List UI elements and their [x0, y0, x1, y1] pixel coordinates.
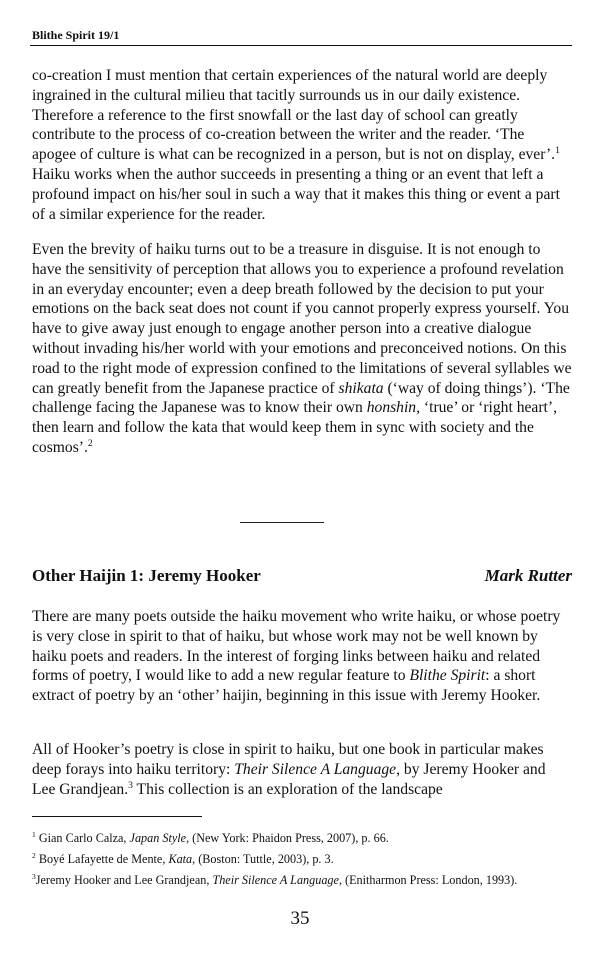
term-honshin: honshin,	[366, 399, 421, 417]
footnote-text: Boyé Lafayette de Mente,	[38, 852, 169, 866]
footnote-2	[32, 851, 572, 867]
footnote-number: 2	[32, 850, 36, 860]
footnote-1	[32, 830, 572, 846]
footnote-number: 1	[32, 829, 36, 839]
footnote-rule	[32, 816, 202, 817]
footnote-text: Gian Carlo Calza,	[38, 831, 130, 845]
para-text: Even the brevity of haiku turns out to be a treasure in disguise. It is not enough to have the sensitivity of perception that allows you to experience a profound revelation in an everyday encounter; even a deep breath followed by the decision to put your emotions on the back seat does not count if you cannot properly express yourself. You have to give away just enough to engage another person into a creative dialogue without invading his/her world with your emotions and preconceived notions. On this road to the right mode of expression confined to the limitations of several syllables we can greatly benefit from the Japanese practice of	[32, 241, 572, 397]
para-text: (‘way of doing things’). ‘The challenge facing the Japanese was to know their own	[32, 379, 570, 417]
footnote-title: Japan Style	[129, 831, 187, 845]
page-number: 35	[290, 908, 310, 929]
para-text: This collection is an exploration of the landscape	[132, 780, 443, 798]
book-title: Their Silence A Language	[234, 760, 397, 778]
para-text: There are many poets outside the haiku movement who write haiku, or whose poetry is very close in spirit to that of haiku, but whose work may not be well known by haiku poets and readers. In the interest of forging links between haiku and related forms of poetry, I would like to add a new regular feature to	[32, 608, 561, 685]
footnote-text: , (New York: Phaidon Press, 2007), p. 66.	[186, 831, 389, 845]
article-author: Mark Rutter	[484, 566, 572, 585]
footnote-text: Jeremy Hooker and Lee Grandjean,	[35, 873, 213, 887]
paragraph-other-poets	[32, 607, 572, 706]
paragraph-co-creation	[32, 66, 572, 224]
journal-title: Blithe Spirit	[409, 667, 486, 685]
footnote-text: , (Enitharmon Press: London, 1993).	[338, 873, 518, 887]
footnote-number: 3	[32, 871, 36, 881]
footnote-ref-2[interactable]: 2	[87, 437, 93, 449]
footnote-title: Kata	[168, 852, 193, 866]
term-shikata: shikata	[338, 379, 384, 397]
section-heading	[32, 566, 572, 586]
para-text: Haiku works when the author succeeds in presenting a thing or an event that left a profound impact on his/her soul in such a way that it makes this thing or event a part of a similar experience for the reader.	[32, 165, 560, 223]
header-rule	[30, 45, 572, 46]
article-title: Other Haijin 1: Jeremy Hooker	[32, 566, 261, 585]
para-text: co-creation I must mention that certain experiences of the natural world are deeply ingrained in the cultural milieu that tacitly surrounds us in our daily existence. Therefore a reference to the first snowfall or the last day of school can greatly contribute to the process of co-creation between the writer and the reader. ‘The apogee of culture is what can be recognized in a person, but is not on display, ever’.	[32, 67, 556, 164]
footnote-ref-1[interactable]: 1	[555, 145, 560, 156]
para-text: ‘true’ or ‘right heart’, then learn and follow the kata that would keep them in sync with society and the cosmos’.	[32, 399, 557, 456]
running-header: Blithe Spirit 19/1	[32, 28, 120, 42]
section-separator	[240, 522, 324, 523]
paragraph-hooker-poetry	[32, 740, 572, 799]
para-text: , by Jeremy Hooker and Lee Grandjean.	[32, 760, 546, 798]
footnotes	[32, 830, 572, 893]
para-text: : a short extract of poetry by an ‘other’ haijin, beginning in this issue with Jeremy Hooker.	[32, 667, 541, 705]
footnote-title: Their Silence A Language	[212, 873, 339, 887]
footnote-text: , (Boston: Tuttle, 2003), p. 3.	[192, 852, 334, 866]
paragraph-brevity	[32, 240, 572, 458]
para-text: All of Hooker’s poetry is close in spirit to haiku, but one book in particular makes deep forays into haiku territory:	[32, 741, 544, 778]
footnote-ref-3[interactable]: 3	[128, 779, 133, 791]
footnote-3	[32, 872, 572, 888]
